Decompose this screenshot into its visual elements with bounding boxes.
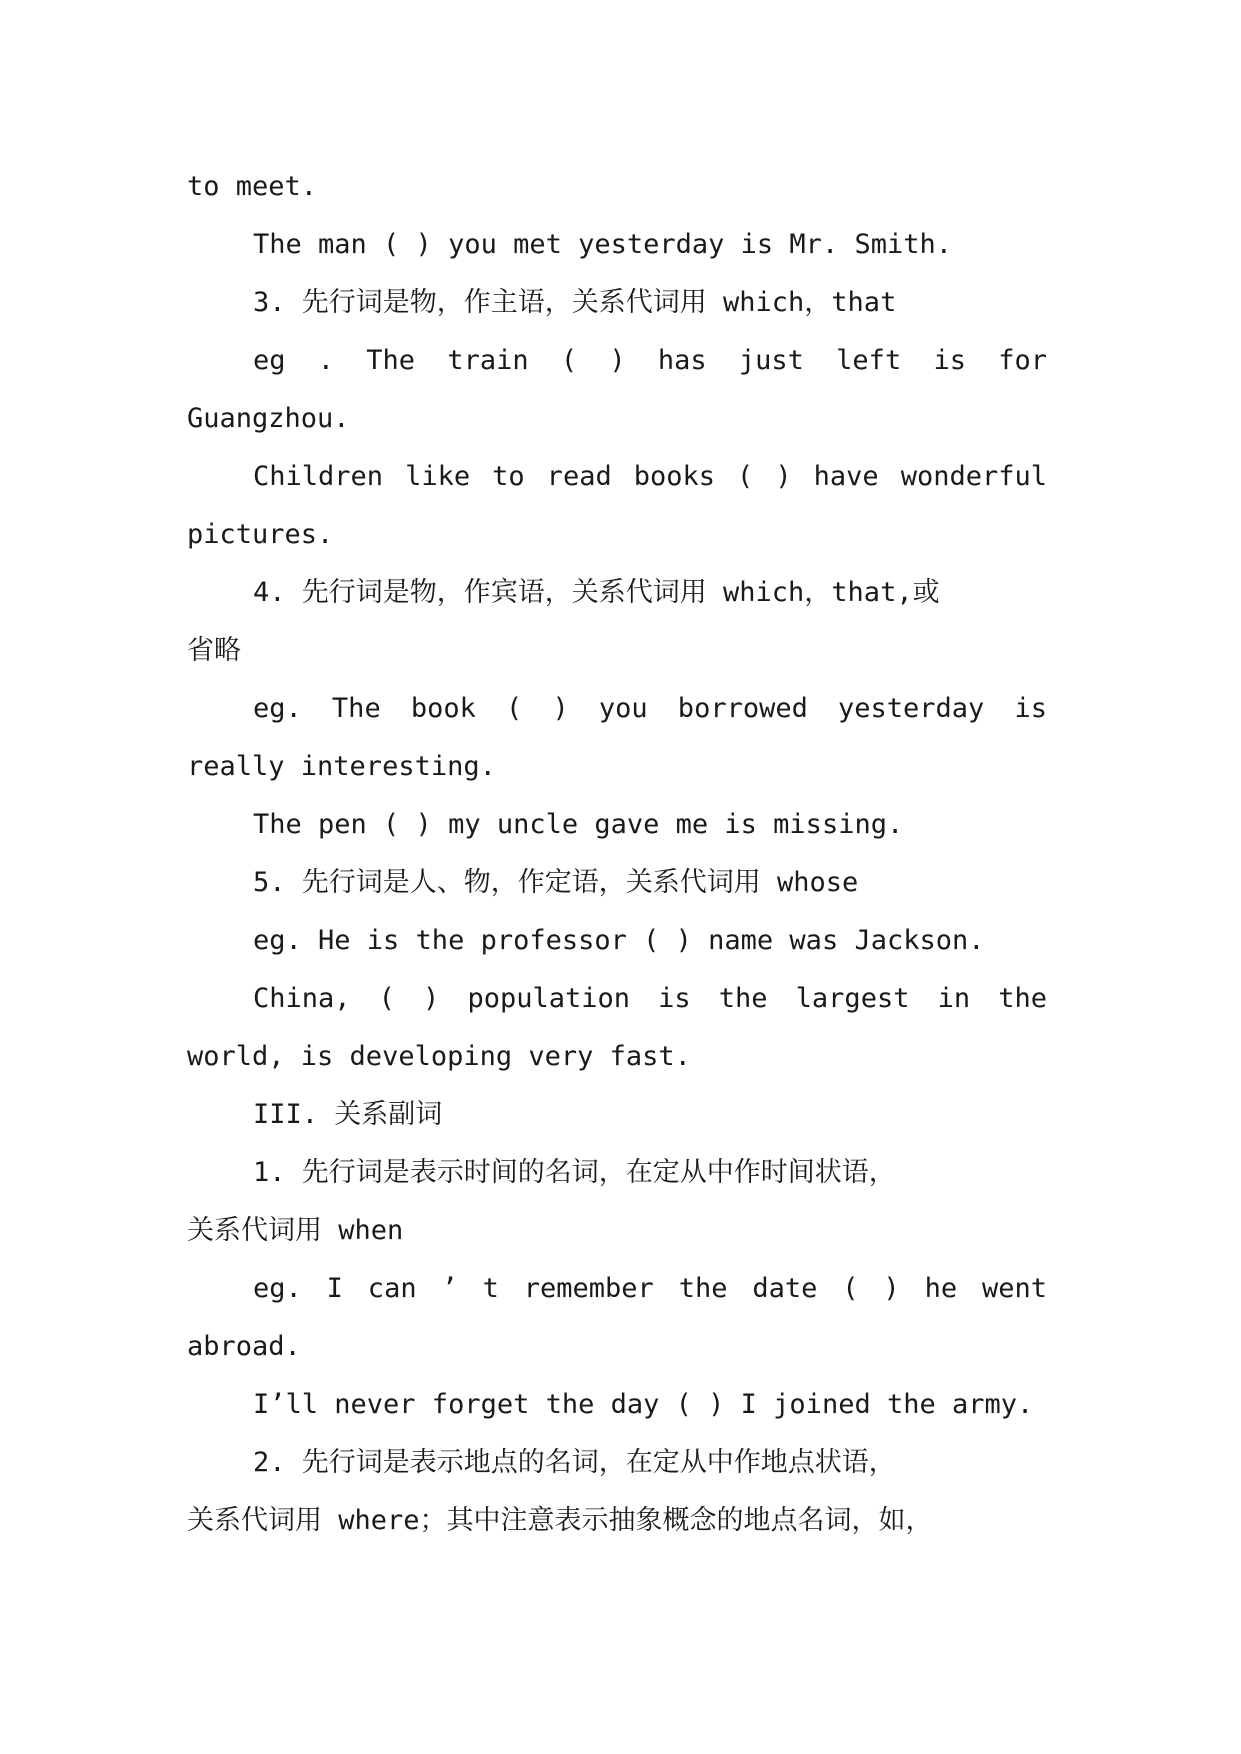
text-line: 4. 先行词是物，作宾语，关系代词用 which，that,或 <box>253 577 940 608</box>
text-line: The pen ( ) my uncle gave me is missing. <box>253 809 904 840</box>
text-line: China, ( ) population is the largest in the <box>253 983 1047 1014</box>
text-line: 关系代词用 when <box>187 1215 404 1246</box>
section-heading: III. 关系副词 <box>253 1099 443 1130</box>
text-line: to meet. <box>187 171 318 202</box>
text-line: Children like to read books ( ) have wonderful <box>253 461 1047 492</box>
text-line: Guangzhou. <box>187 403 350 434</box>
text-line: 5. 先行词是人、物，作定语，关系代词用 whose <box>253 867 859 898</box>
text-line: world, is developing very fast. <box>187 1041 691 1072</box>
text-line: The man ( ) you met yesterday is Mr. Smith. <box>253 229 952 260</box>
text-line: eg. He is the professor ( ) name was Jackson. <box>253 925 985 956</box>
text-line: eg. The book ( ) you borrowed yesterday is <box>253 693 1047 724</box>
text-line: 2. 先行词是表示地点的名词，在定从中作地点状语， <box>253 1447 896 1478</box>
text-line: 3. 先行词是物，作主语，关系代词用 which，that <box>253 287 897 318</box>
text-line: abroad. <box>187 1331 301 1362</box>
text-line: eg. I can ’ t remember the date ( ) he went <box>253 1273 1047 1304</box>
text-line: 1. 先行词是表示时间的名词，在定从中作时间状语， <box>253 1157 896 1188</box>
text-line: pictures. <box>187 519 334 550</box>
text-line: I’ll never forget the day ( ) I joined the army. <box>253 1389 1034 1420</box>
text-line: eg . The train ( ) has just left is for <box>253 345 1047 376</box>
text-line: 省略 <box>187 635 241 666</box>
text-line: 关系代词用 where；其中注意表示抽象概念的地点名词，如， <box>187 1505 933 1536</box>
text-line: really interesting. <box>187 751 496 782</box>
